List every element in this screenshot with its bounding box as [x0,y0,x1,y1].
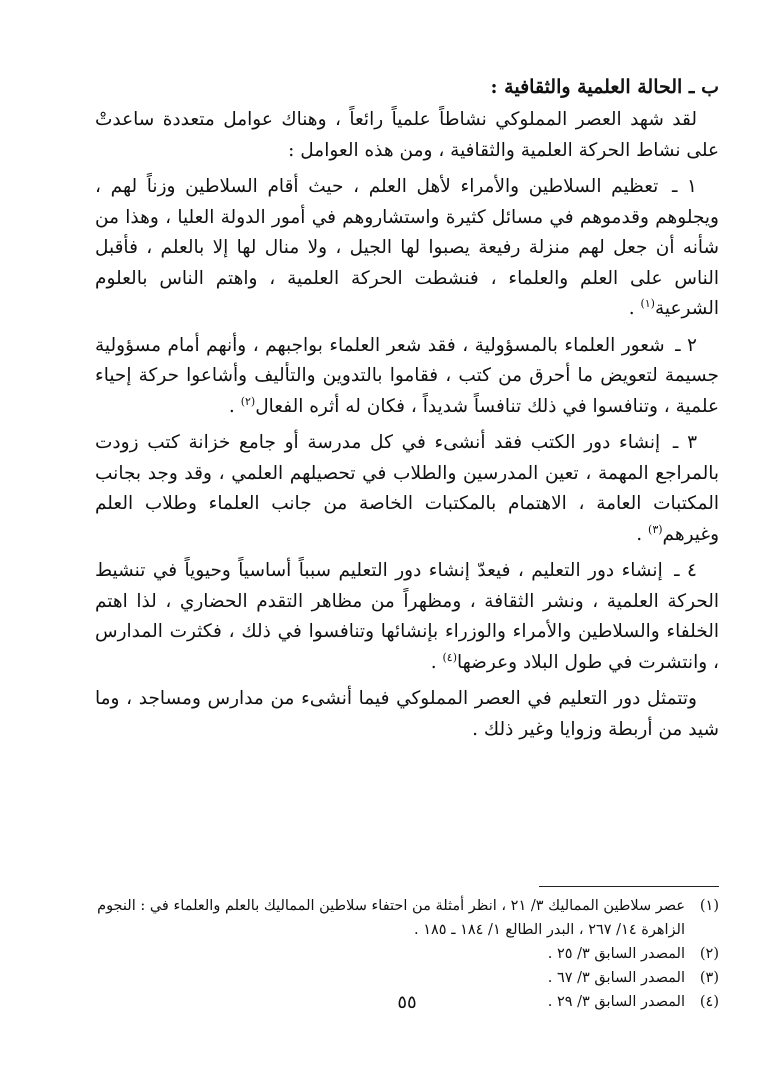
paragraph-3 [95,428,719,550]
footnote-2-text: المصدر السابق ٣/ ٢٥ . [547,946,685,962]
paragraph-1-end: . [628,298,641,319]
footnote-3 [95,966,719,990]
footnote-ref-1[interactable]: (١) [640,296,655,310]
paragraph-2-number: ٢ ـ [675,334,697,356]
footnote-2-marker: (٢) [699,946,719,962]
paragraph-3-end: . [636,523,649,545]
paragraph-1 [95,172,719,325]
footnote-3-marker: (٣) [699,970,719,986]
footnote-ref-3[interactable]: (٣) [648,522,663,536]
paragraph-4-number: ٤ ـ [674,560,697,581]
paragraph-3-number: ٣ ـ [672,432,697,453]
footnote-ref-4[interactable]: (٤) [442,650,458,664]
paragraph-1-number: ١ ـ [671,176,697,197]
paragraph-1-text: تعظيم السلاطين والأمراء لأهل العلم ، حيث أقام السلاطين وزناً لهم ، ويجلوهم وقدموهم في مسائل كثيرة واستشاروهم في أمور الدولة العليا ، وهذا من شأنه أن جعل لهم منزلة رفيعة يصبوا لها الجيل ، ولا منال لها إلا بالعلم ، فأقبل الناس على العلم والعلماء ، فنشطت الحركة العلمية ، واهتم الناس بالعلوم الشرعية [95,176,719,319]
footnote-ref-2[interactable]: (٢) [240,394,256,408]
footnote-2 [95,942,719,966]
footnote-1-marker: (١) [699,898,719,914]
footnote-4-marker: (٤) [699,994,719,1010]
paragraph-4-text: إنشاء دور التعليم ، فيعدّ إنشاء دور التعليم سبباً أساسياً وحيوياً في تنشيط الحركة العلمية ، ونشر الثقافة ، ومظهراً من مظاهر التقدم الحضاري ، لذا اهتم الخلفاء والسلاطين والأمراء والوزراء بإنشائها وتنافسوا في ذلك ، فكثرت المدارس ، وانتشرت في طول البلاد وعرضها [95,560,719,673]
section-heading: ب ـ الحالة العلمية والثقافية : [490,76,719,98]
intro-paragraph: لقد شهد العصر المملوكي نشاطاً علمياً رائعاً ، وهناك عوامل متعددة ساعدتْ على نشاط الحركة العلمية والثقافية ، ومن هذه العوامل : [95,109,719,161]
closing-paragraph: وتتمثل دور التعليم في العصر المملوكي فيما أنشىء من مدارس ومساجد ، وما شيد من أربطة وزوايا وغير ذلك . [95,688,719,740]
footnote-4-text: المصدر السابق ٣/ ٢٩ . [547,994,685,1010]
paragraph-2 [95,331,719,423]
page-number: ٥٥ [397,992,417,1013]
footnote-1-text: عصر سلاطين المماليك ٣/ ٢١ ، انظر أمثلة من احتفاء سلاطين المماليك بالعلم والعلماء في : النجوم الزاهرة ١٤/ ٢٦٧ ، البدر الطالع ١/ ١٨٤ ـ ١٨٥ . [97,898,685,938]
paragraph-2-text: شعور العلماء بالمسؤولية ، فقد شعر العلماء بواجبهم ، وأنهم أمام مسؤولية جسيمة لتعويض ما أحرق من كتب ، فقاموا بالتدوين والتأليف وأشاعوا حركة إحياء علمية ، وتنافسوا في ذلك تنافساً شديداً ، فكان له أثره الفعال [95,334,719,417]
footnote-divider [539,886,719,887]
paragraph-4-end: . [430,651,443,673]
paragraph-2-end: . [228,395,241,417]
footnote-3-text: المصدر السابق ٣/ ٦٧ . [547,970,685,986]
page-body [95,72,719,1013]
footnote-1 [95,894,719,942]
paragraph-4 [95,556,719,678]
paragraph-3-text: إنشاء دور الكتب فقد أنشىء في كل مدرسة أو جامع خزانة كتب زودت بالمراجع المهمة ، تعين المدرسين والطلاب في تحصيلهم العلمي ، وقد وجد بجانب المكتبات العامة ، الاهتمام بالمكتبات الخاصة من جانب العلماء وطلاب العلم وغيرهم [95,432,719,545]
